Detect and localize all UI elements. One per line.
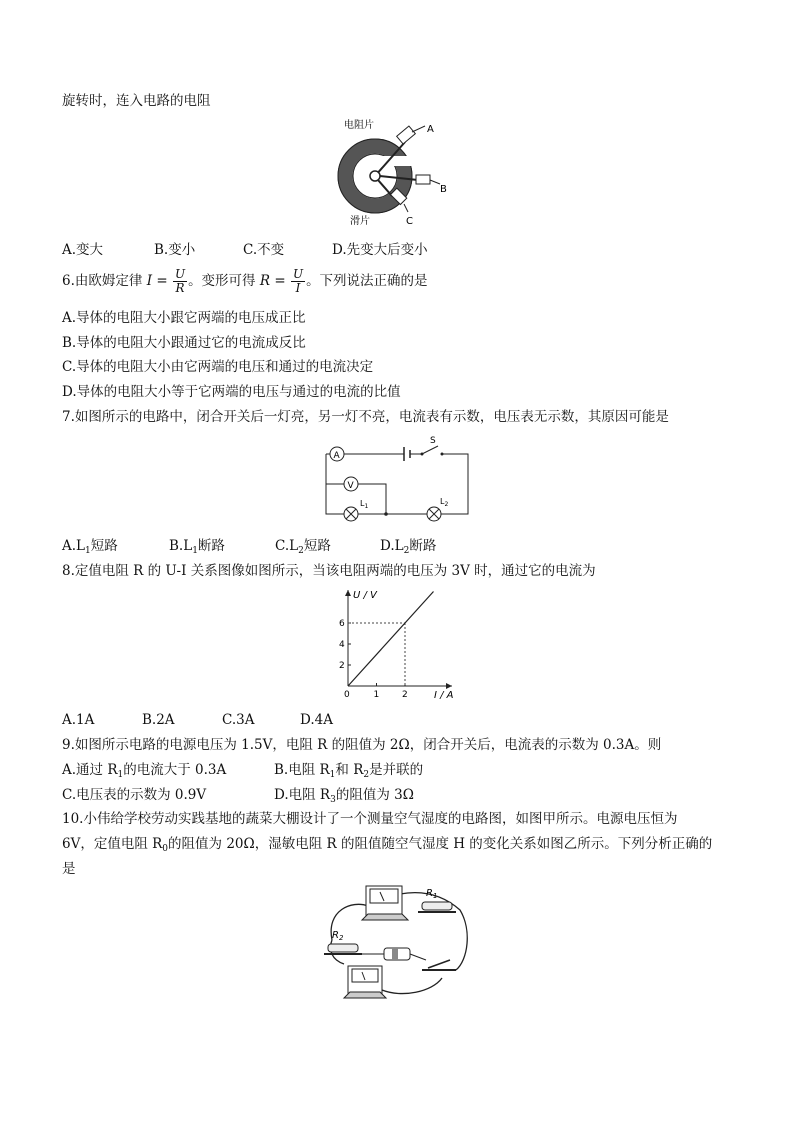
q8-option-c[interactable]: C.3A — [222, 712, 255, 728]
q9-stem: 9.如图所示电路的电源电压为 1.5V，电阻 R 的阻值为 2Ω，闭合开关后，电流表的示数为 0.3A。则 — [62, 737, 662, 753]
terminal-c: C — [406, 216, 413, 227]
y-axis-arrow — [345, 590, 351, 596]
q7-options — [62, 537, 436, 555]
terminal-b: B — [440, 184, 447, 195]
x-axis-arrow — [446, 683, 452, 689]
q10-line1: 10.小伟给学校劳动实践基地的蔬菜大棚设计了一个测量空气湿度的电路图，如图甲所示。电源电压恒为 — [62, 811, 678, 827]
slider-label: 滑片 — [350, 216, 370, 227]
q5-text-tail: 旋转时，连入电路的电阻 — [62, 93, 211, 109]
lamp1-label: $L_1$ — [360, 499, 369, 510]
origin-label: 0 — [344, 690, 350, 700]
q6-prefix: 6.由欧姆定律 — [62, 273, 143, 289]
q8-option-d[interactable]: D.4A — [300, 712, 333, 728]
q6-suffix: 。下列说法正确的是 — [306, 273, 428, 289]
q7-option-a[interactable]: $A.L_1$短路 — [62, 538, 118, 556]
q10-apparatus-figure — [322, 880, 470, 1006]
r2-label: $R_2$ — [332, 930, 344, 942]
x-tick-label: 1 — [373, 690, 380, 700]
ui-graph — [330, 584, 460, 702]
switch-label: S — [430, 436, 436, 446]
q7-option-c[interactable]: $C.L_2$短路 — [275, 538, 331, 556]
q9-option-a[interactable]: A.通过 $R_1$的电流大于 0.3A — [62, 762, 227, 780]
q9-option-d[interactable]: D.电阻 $R_3$的阻值为 3Ω — [274, 787, 414, 805]
y-tick-label: 6 — [339, 619, 345, 629]
lamp2-label: $L_2$ — [440, 497, 449, 508]
q10-line3: 是 — [62, 861, 76, 877]
terminal-a: A — [427, 124, 434, 135]
eq2-lhs: R — [259, 273, 271, 289]
q7-option-b[interactable]: $B.L_1$断路 — [169, 538, 225, 556]
q6-stem: 6.由欧姆定律 I = $\frac{U}{R}$ 。变形可得 R = $\frac{U}{I}$ 。下列说法正确的是 — [62, 267, 428, 295]
q6-option-a[interactable]: A.导体的电阻大小跟它两端的电压成正比 — [62, 310, 306, 326]
q5-option-a[interactable]: A.变大 — [62, 242, 104, 258]
eq1-fraction: $\frac{U}{R}$ — [174, 267, 186, 295]
x-tick-label: 2 — [402, 690, 408, 700]
q6-option-d[interactable]: D.导体的电阻大小等于它两端的电压与通过的电流的比值 — [62, 384, 401, 400]
q9-option-b[interactable]: B.电阻 $R_1$和 $R_2$是并联的 — [274, 762, 424, 780]
q10-line2: 6V，定值电阻 $R_0$的阻值为 20Ω，湿敏电阻 R 的阻值随空气湿度 H 的变化关系如图乙所示。下列分析正确的 — [62, 836, 713, 854]
q9-option-c[interactable]: C.电压表的示数为 0.9V — [62, 787, 207, 803]
eq1-lhs: I — [146, 273, 153, 289]
q8-options — [62, 711, 333, 729]
q6-option-b[interactable]: B.导体的电阻大小跟通过它的电流成反比 — [62, 335, 306, 351]
voltmeter-label: V — [347, 481, 354, 491]
q8-option-a[interactable]: A.1A — [62, 712, 95, 728]
q7-option-d[interactable]: $D.L_2$断路 — [380, 538, 437, 556]
y-tick-label: 4 — [339, 640, 345, 650]
y-axis-label: U / V — [353, 590, 377, 601]
series-line — [348, 592, 434, 687]
q6-middle: 。变形可得 — [188, 273, 256, 289]
q9-options-row1 — [62, 761, 423, 779]
q5-option-d[interactable]: D.先变大后变小 — [332, 242, 428, 258]
q8-stem: 8.定值电阻 R 的 U-I 关系图像如图所示，当该电阻两端的电压为 3V 时，通过它的电流为 — [62, 563, 596, 579]
eq2-fraction: $\frac{U}{I}$ — [292, 267, 304, 295]
q5-option-b[interactable]: B.变小 — [154, 242, 196, 258]
resistor-label-top: 电阻片 — [344, 120, 374, 131]
q9-options-row2 — [62, 786, 414, 804]
q8-option-b[interactable]: B.2A — [142, 712, 175, 728]
r1-label: $R_1$ — [426, 888, 438, 900]
q6-option-c[interactable]: C.导体的电阻大小由它两端的电压和通过的电流决定 — [62, 359, 374, 375]
x-axis-label: I / A — [434, 690, 454, 701]
q7-circuit-figure — [318, 434, 474, 526]
ammeter-label: A — [333, 451, 340, 461]
q5-options — [62, 241, 428, 259]
q5-option-c[interactable]: C.不变 — [243, 242, 285, 258]
y-tick-label: 2 — [339, 661, 345, 671]
q7-stem: 7.如图所示的电路中，闭合开关后一灯亮，另一灯不亮，电流表有示数，电压表无示数，其原因可能是 — [62, 409, 669, 425]
rotary-resistor-figure — [330, 112, 460, 232]
